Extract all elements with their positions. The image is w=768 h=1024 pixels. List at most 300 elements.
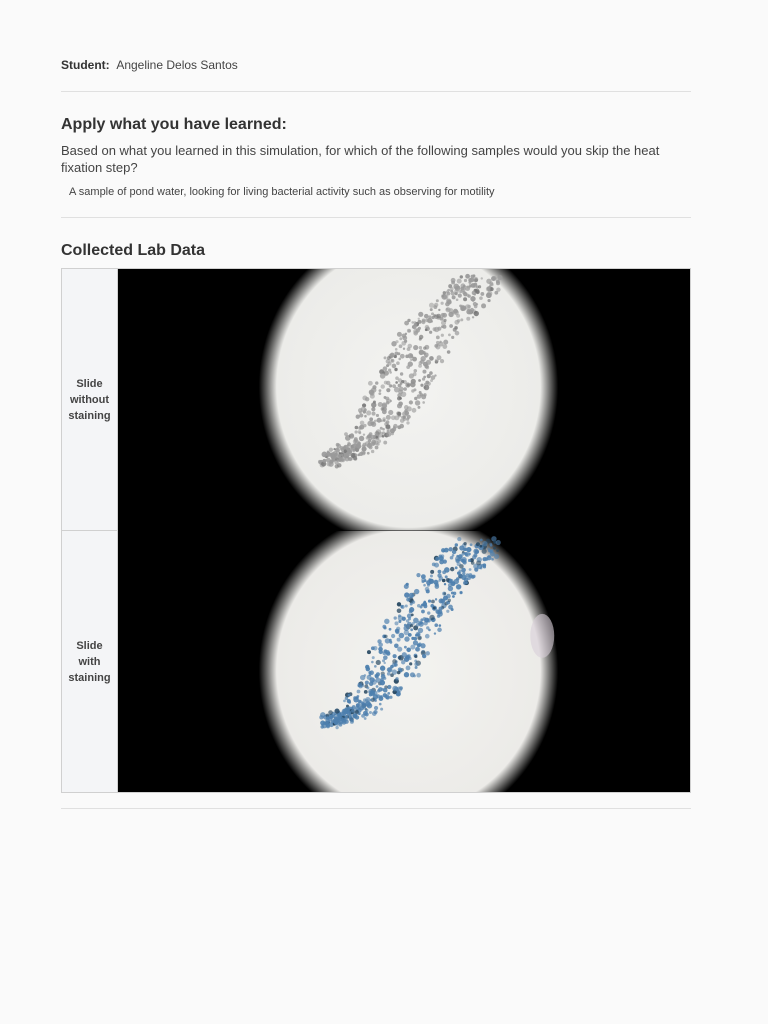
bacterial-cell bbox=[457, 536, 461, 540]
bacterial-cell bbox=[387, 684, 391, 688]
bacterial-cell bbox=[396, 626, 400, 630]
student-row bbox=[61, 58, 238, 72]
bacterial-cell bbox=[365, 680, 369, 684]
bacterial-cell bbox=[431, 599, 435, 603]
bacterial-cell bbox=[395, 340, 398, 343]
bacterial-cell bbox=[431, 320, 433, 322]
bacterial-cell bbox=[364, 717, 367, 720]
bacterial-cell bbox=[406, 582, 409, 585]
bacterial-cell bbox=[454, 326, 458, 330]
bacterial-cell bbox=[451, 591, 454, 594]
bacterial-cell bbox=[336, 459, 340, 463]
bacterial-cell bbox=[412, 357, 417, 362]
bacterial-cell bbox=[410, 359, 412, 361]
bacterial-cell bbox=[480, 538, 483, 541]
row-label-line: Slide bbox=[76, 639, 103, 652]
bacterial-cell bbox=[425, 586, 430, 591]
bacterial-cell bbox=[349, 716, 354, 721]
bacterial-cell bbox=[437, 627, 442, 632]
bacterial-cell bbox=[409, 662, 412, 665]
bacterial-cell bbox=[402, 411, 408, 417]
bacterial-cell bbox=[364, 415, 367, 418]
bacterial-cell bbox=[425, 328, 428, 331]
bacterial-cell bbox=[430, 569, 434, 573]
bacterial-cell bbox=[373, 645, 378, 650]
bacterial-cell bbox=[488, 555, 491, 558]
bacterial-cell bbox=[344, 719, 348, 723]
bacterial-cell bbox=[368, 381, 373, 386]
bacterial-cell bbox=[421, 574, 426, 579]
bacterial-cell bbox=[374, 699, 377, 702]
bacterial-cell bbox=[443, 559, 447, 563]
bacterial-cell bbox=[379, 389, 382, 392]
bacterial-cell bbox=[415, 400, 420, 405]
bacterial-cell bbox=[429, 357, 432, 360]
bacterial-cell bbox=[392, 364, 397, 369]
bacterial-cell bbox=[387, 667, 392, 672]
bacterial-cell bbox=[354, 430, 357, 433]
bacterial-cell bbox=[405, 355, 409, 359]
bacterial-cell bbox=[470, 275, 474, 279]
bacterial-cell bbox=[400, 372, 403, 375]
bacterial-cell bbox=[377, 418, 382, 423]
bacterial-cell bbox=[397, 646, 402, 651]
bacterial-cell bbox=[424, 579, 427, 582]
bacterial-cell bbox=[406, 421, 409, 424]
bacterial-cell bbox=[425, 355, 428, 358]
bacterial-cell bbox=[387, 672, 391, 676]
bacterial-cell bbox=[333, 448, 335, 450]
bacterial-cell bbox=[328, 710, 333, 715]
bacterial-cell bbox=[422, 370, 426, 374]
bacterial-cell bbox=[480, 292, 484, 296]
bacterial-cell bbox=[458, 573, 462, 577]
bacterial-cell bbox=[420, 384, 423, 387]
question-text: Based on what you learned in this simulation, for which of the following samples would you skip the heat fixation step? bbox=[61, 143, 660, 175]
bacterial-cell bbox=[382, 431, 385, 434]
bacterial-cell bbox=[494, 553, 499, 558]
bacterial-cell bbox=[397, 412, 401, 416]
bacterial-cell bbox=[394, 663, 397, 666]
bacterial-cell bbox=[372, 412, 376, 416]
bacterial-cell bbox=[417, 320, 421, 324]
bacterial-cell bbox=[407, 329, 411, 333]
divider bbox=[61, 808, 691, 809]
row-label-column bbox=[62, 269, 118, 792]
bacterial-cell bbox=[370, 698, 373, 701]
bacterial-cell bbox=[367, 443, 372, 448]
bacterial-cell bbox=[418, 318, 420, 320]
bacterial-cell bbox=[398, 384, 402, 388]
bacterial-cell bbox=[461, 567, 466, 572]
bacterial-cell bbox=[373, 709, 377, 713]
bacterial-cell bbox=[404, 321, 409, 326]
bacterial-cell bbox=[437, 573, 441, 577]
bacterial-cell bbox=[339, 721, 342, 724]
bacterial-cell bbox=[465, 551, 470, 556]
bacterial-cell bbox=[391, 359, 393, 361]
bacterial-cell bbox=[436, 314, 441, 319]
bacterial-cell bbox=[343, 699, 346, 702]
bacterial-cell bbox=[449, 578, 454, 583]
bacterial-cell bbox=[370, 394, 375, 399]
bacterial-cell bbox=[441, 313, 445, 317]
row-label-line: without bbox=[69, 393, 110, 406]
bacterial-cell bbox=[373, 440, 378, 445]
bacterial-cell bbox=[404, 645, 407, 648]
bacterial-cell bbox=[439, 598, 444, 603]
bacterial-cell bbox=[454, 289, 459, 294]
bacterial-cell bbox=[357, 454, 360, 457]
bacterial-cell bbox=[476, 560, 481, 565]
bacterial-cell bbox=[443, 340, 448, 345]
bacterial-cell bbox=[384, 634, 388, 638]
bacterial-cell bbox=[419, 351, 423, 355]
bacterial-cell bbox=[427, 611, 430, 614]
bacterial-cell bbox=[371, 402, 376, 407]
bacterial-cell bbox=[407, 347, 411, 351]
bacterial-cell bbox=[426, 580, 431, 585]
bacterial-cell bbox=[397, 637, 401, 641]
bacterial-cell bbox=[384, 356, 387, 359]
bacterial-cell bbox=[377, 689, 380, 692]
bacterial-cell bbox=[371, 660, 374, 663]
bacterial-cell bbox=[406, 619, 409, 622]
bacterial-cell bbox=[405, 382, 410, 387]
bacterial-cell bbox=[472, 283, 477, 288]
bacterial-cell bbox=[393, 654, 397, 658]
bacterial-cell bbox=[468, 278, 472, 282]
bacterial-cell bbox=[432, 562, 436, 566]
bacterial-cell bbox=[404, 636, 409, 641]
bacterial-cell bbox=[352, 449, 355, 452]
bacterial-cell bbox=[421, 609, 425, 613]
stained-slide-image bbox=[118, 531, 690, 793]
bacterial-cell bbox=[448, 604, 453, 609]
bacterial-cell bbox=[438, 569, 442, 573]
bacterial-cell bbox=[356, 415, 360, 419]
bacterial-cell bbox=[422, 601, 427, 606]
bacterial-cell bbox=[367, 452, 370, 455]
bacterial-cell bbox=[420, 621, 423, 624]
bacterial-cell bbox=[441, 334, 444, 337]
bacterial-cell bbox=[411, 321, 414, 324]
bacterial-cell bbox=[388, 369, 391, 372]
stain-smudge bbox=[530, 613, 554, 657]
bacterial-cell bbox=[399, 344, 403, 348]
bacterial-cell bbox=[414, 588, 419, 593]
bacterial-cell bbox=[434, 623, 438, 627]
bacterial-cell bbox=[383, 676, 386, 679]
bacterial-cell bbox=[353, 696, 359, 702]
divider bbox=[61, 217, 691, 218]
bacterial-cell bbox=[394, 387, 400, 393]
bacterial-cell bbox=[334, 713, 336, 715]
bacterial-cell bbox=[358, 682, 363, 687]
bacterial-cell bbox=[426, 651, 430, 655]
bacterial-cell bbox=[465, 286, 470, 291]
bacterial-cell bbox=[456, 554, 459, 557]
bacterial-cell bbox=[461, 552, 464, 555]
bacterial-cell bbox=[386, 364, 389, 367]
bacterial-cell bbox=[399, 424, 404, 429]
bacterial-cell bbox=[406, 418, 409, 421]
bacterial-cell bbox=[410, 602, 413, 605]
bacterial-cell bbox=[380, 373, 386, 379]
bacterial-cell bbox=[410, 595, 413, 598]
bacterial-cell bbox=[383, 655, 388, 660]
bacterial-cell bbox=[413, 369, 417, 373]
apply-section-title: Apply what you have learned: bbox=[61, 116, 287, 133]
bacterial-cell bbox=[410, 644, 415, 649]
bacterial-cell bbox=[455, 331, 460, 336]
bacterial-cell bbox=[375, 436, 378, 439]
bacterial-cell bbox=[493, 546, 496, 549]
bacterial-cell bbox=[375, 381, 378, 384]
bacterial-cell bbox=[409, 400, 413, 404]
bacterial-cell bbox=[434, 632, 436, 634]
bacterial-cell bbox=[415, 633, 418, 636]
bacterial-cell bbox=[335, 725, 338, 728]
bacterial-cell bbox=[402, 333, 407, 338]
bacterial-cell bbox=[471, 561, 475, 565]
bacterial-cell bbox=[443, 294, 448, 299]
bacterial-cell bbox=[438, 579, 441, 582]
bacterial-cell bbox=[378, 642, 383, 647]
bacterial-cell bbox=[423, 621, 427, 625]
bacterial-cell bbox=[319, 715, 323, 719]
bacterial-cell bbox=[403, 418, 406, 421]
bacterial-cell bbox=[369, 417, 373, 421]
field-of-view-circle bbox=[259, 269, 558, 531]
bacterial-cell bbox=[448, 598, 451, 601]
bacterial-cell bbox=[345, 714, 348, 717]
bacterial-cell bbox=[374, 705, 378, 709]
bacterial-cell bbox=[361, 713, 365, 717]
bacterial-cell bbox=[417, 603, 421, 607]
bacterial-cell bbox=[473, 548, 478, 553]
bacterial-cell bbox=[410, 354, 413, 357]
bacterial-cell bbox=[386, 432, 391, 437]
bacterial-cell bbox=[405, 604, 408, 607]
bacterial-cell bbox=[347, 693, 350, 696]
bacterial-cell bbox=[444, 583, 446, 585]
bacterial-cell bbox=[379, 702, 382, 705]
bacterial-cell bbox=[365, 699, 369, 703]
bacterial-cell bbox=[419, 346, 422, 349]
bacterial-cell bbox=[473, 553, 477, 557]
bacterial-cell bbox=[413, 388, 416, 391]
bacterial-cell bbox=[433, 606, 436, 609]
bacterial-cell bbox=[355, 710, 359, 714]
bacterial-cell bbox=[379, 696, 384, 701]
bacterial-cell bbox=[386, 388, 390, 392]
bacterial-cell bbox=[451, 291, 455, 295]
bacterial-cell bbox=[456, 584, 461, 589]
bacterial-cell bbox=[364, 689, 368, 693]
bacterial-cell bbox=[346, 451, 351, 456]
bacterial-cell bbox=[439, 624, 442, 627]
bacterial-cell bbox=[447, 289, 450, 292]
bacterial-cell bbox=[348, 457, 351, 460]
bacterial-cell bbox=[448, 585, 453, 590]
bacterial-cell bbox=[403, 348, 405, 350]
bacterial-cell bbox=[326, 458, 331, 463]
bacterial-cell bbox=[422, 401, 425, 404]
bacterial-cell bbox=[351, 706, 354, 709]
bacterial-cell bbox=[436, 299, 439, 302]
bacterial-cell bbox=[481, 303, 486, 308]
bacterial-cell bbox=[420, 618, 423, 621]
bacterial-cell bbox=[371, 435, 376, 440]
bacterial-cell bbox=[389, 384, 392, 387]
bacterial-cell bbox=[459, 290, 462, 293]
bacterial-cell bbox=[337, 463, 341, 467]
row-label-stained bbox=[62, 530, 117, 792]
bacterial-cell bbox=[359, 436, 364, 441]
bacterial-cell bbox=[481, 277, 483, 279]
bacterial-cell bbox=[356, 444, 361, 449]
bacterial-cell bbox=[399, 632, 405, 638]
bacterial-cell bbox=[483, 556, 487, 560]
bacterial-cell bbox=[331, 458, 335, 462]
bacterial-cell bbox=[433, 327, 437, 331]
bacterial-cell bbox=[395, 677, 398, 680]
bacterial-cell bbox=[450, 555, 454, 559]
bacterial-cell bbox=[362, 443, 366, 447]
bacterial-cell bbox=[425, 633, 430, 638]
bacterial-cell bbox=[386, 424, 391, 429]
bacterial-cell bbox=[460, 275, 463, 278]
bacterial-cell bbox=[384, 618, 389, 623]
micrograph-column bbox=[118, 269, 690, 792]
bacterial-cell bbox=[436, 335, 440, 339]
bacterial-cell bbox=[496, 281, 500, 285]
bacterial-cell bbox=[348, 447, 351, 450]
bacterial-cell bbox=[362, 451, 365, 454]
bacterial-cell bbox=[456, 314, 460, 318]
bacterial-cell bbox=[344, 450, 347, 453]
bacterial-cell bbox=[371, 679, 376, 684]
bacterial-cell bbox=[395, 381, 398, 384]
bacterial-cell bbox=[435, 584, 440, 589]
bacterial-cell bbox=[366, 666, 371, 671]
bacterial-cell bbox=[480, 566, 483, 569]
bacterial-cell bbox=[399, 397, 402, 400]
bacterial-cell bbox=[394, 616, 397, 619]
bacterial-cell bbox=[376, 414, 379, 417]
bacterial-cell bbox=[371, 450, 374, 453]
bacterial-cell bbox=[445, 575, 448, 578]
row-label-line: staining bbox=[68, 671, 111, 684]
bacterial-cell bbox=[395, 621, 399, 625]
bacterial-cell bbox=[423, 376, 426, 379]
bacterial-cell bbox=[444, 547, 449, 552]
bacterial-cell bbox=[439, 341, 441, 343]
bacterial-cell bbox=[378, 392, 381, 395]
bacterial-cell bbox=[455, 543, 458, 546]
bacterial-cell bbox=[443, 592, 446, 595]
bacterial-cell bbox=[359, 411, 362, 414]
bacterial-cell bbox=[469, 568, 472, 571]
bacterial-cell bbox=[407, 654, 411, 658]
bacterial-cell bbox=[420, 359, 424, 363]
bacterial-cell bbox=[320, 725, 324, 729]
bacterial-cell bbox=[452, 595, 455, 598]
bacterial-cell bbox=[398, 614, 401, 617]
bacterial-cell bbox=[413, 674, 416, 677]
bacterial-cell bbox=[382, 409, 387, 414]
bacterial-cell bbox=[385, 649, 390, 654]
bacterial-cell bbox=[463, 541, 466, 544]
bacterial-cell bbox=[429, 303, 434, 308]
bacterial-cell bbox=[461, 557, 466, 562]
bacterial-cell bbox=[466, 294, 469, 297]
bacterial-cell bbox=[352, 713, 357, 718]
bacterial-cell bbox=[433, 579, 438, 584]
bacterial-cell bbox=[413, 345, 418, 350]
bacterial-cell bbox=[382, 417, 385, 420]
bacterial-cell bbox=[380, 680, 385, 685]
bacterial-cell bbox=[383, 687, 388, 692]
divider bbox=[61, 91, 691, 92]
student-label: Student: bbox=[61, 58, 110, 72]
bacterial-cell bbox=[414, 662, 418, 666]
bacterial-cell bbox=[479, 544, 482, 547]
field-of-view-circle bbox=[259, 531, 558, 793]
bacterial-cell bbox=[422, 653, 426, 657]
bacterial-cell bbox=[443, 291, 446, 294]
bacterial-cell bbox=[390, 673, 394, 677]
bacterial-cell bbox=[472, 316, 474, 318]
bacterial-cell bbox=[423, 393, 426, 396]
bacterial-cell bbox=[463, 297, 467, 301]
bacterial-cell bbox=[411, 613, 414, 616]
bacterial-cell bbox=[383, 366, 388, 371]
bacterial-cell bbox=[474, 311, 477, 314]
bacterial-cell bbox=[336, 453, 339, 456]
bacterial-cell bbox=[458, 294, 462, 298]
bacterial-cell bbox=[411, 636, 414, 639]
bacterial-cell bbox=[439, 606, 443, 610]
bacterial-cell bbox=[441, 302, 444, 305]
bacterial-cell bbox=[358, 430, 361, 433]
bacterial-cell bbox=[395, 348, 398, 351]
bacterial-cell bbox=[408, 361, 413, 366]
bacterial-cell bbox=[386, 420, 390, 424]
bacterial-cell bbox=[448, 333, 451, 336]
bacterial-cell bbox=[418, 312, 423, 317]
bacterial-cell bbox=[487, 299, 490, 302]
bacterial-cell bbox=[487, 291, 492, 296]
bacterial-cell bbox=[470, 543, 473, 546]
bacterial-cell bbox=[403, 387, 407, 391]
bacterial-cell bbox=[424, 385, 430, 391]
bacterial-cell bbox=[457, 279, 462, 284]
bacterial-cell bbox=[383, 441, 387, 445]
bacterial-cell bbox=[491, 536, 496, 541]
bacterial-cell bbox=[384, 381, 388, 385]
row-label-line: Slide bbox=[76, 377, 103, 390]
bacterial-cell bbox=[397, 332, 402, 337]
bacterial-cell bbox=[345, 696, 348, 699]
bacterial-cell bbox=[326, 716, 330, 720]
bacterial-cell bbox=[450, 566, 454, 570]
bacterial-cell bbox=[464, 547, 468, 551]
bacterial-cell bbox=[428, 628, 431, 631]
bacterial-cell bbox=[366, 410, 371, 415]
bacterial-cell bbox=[388, 410, 393, 415]
